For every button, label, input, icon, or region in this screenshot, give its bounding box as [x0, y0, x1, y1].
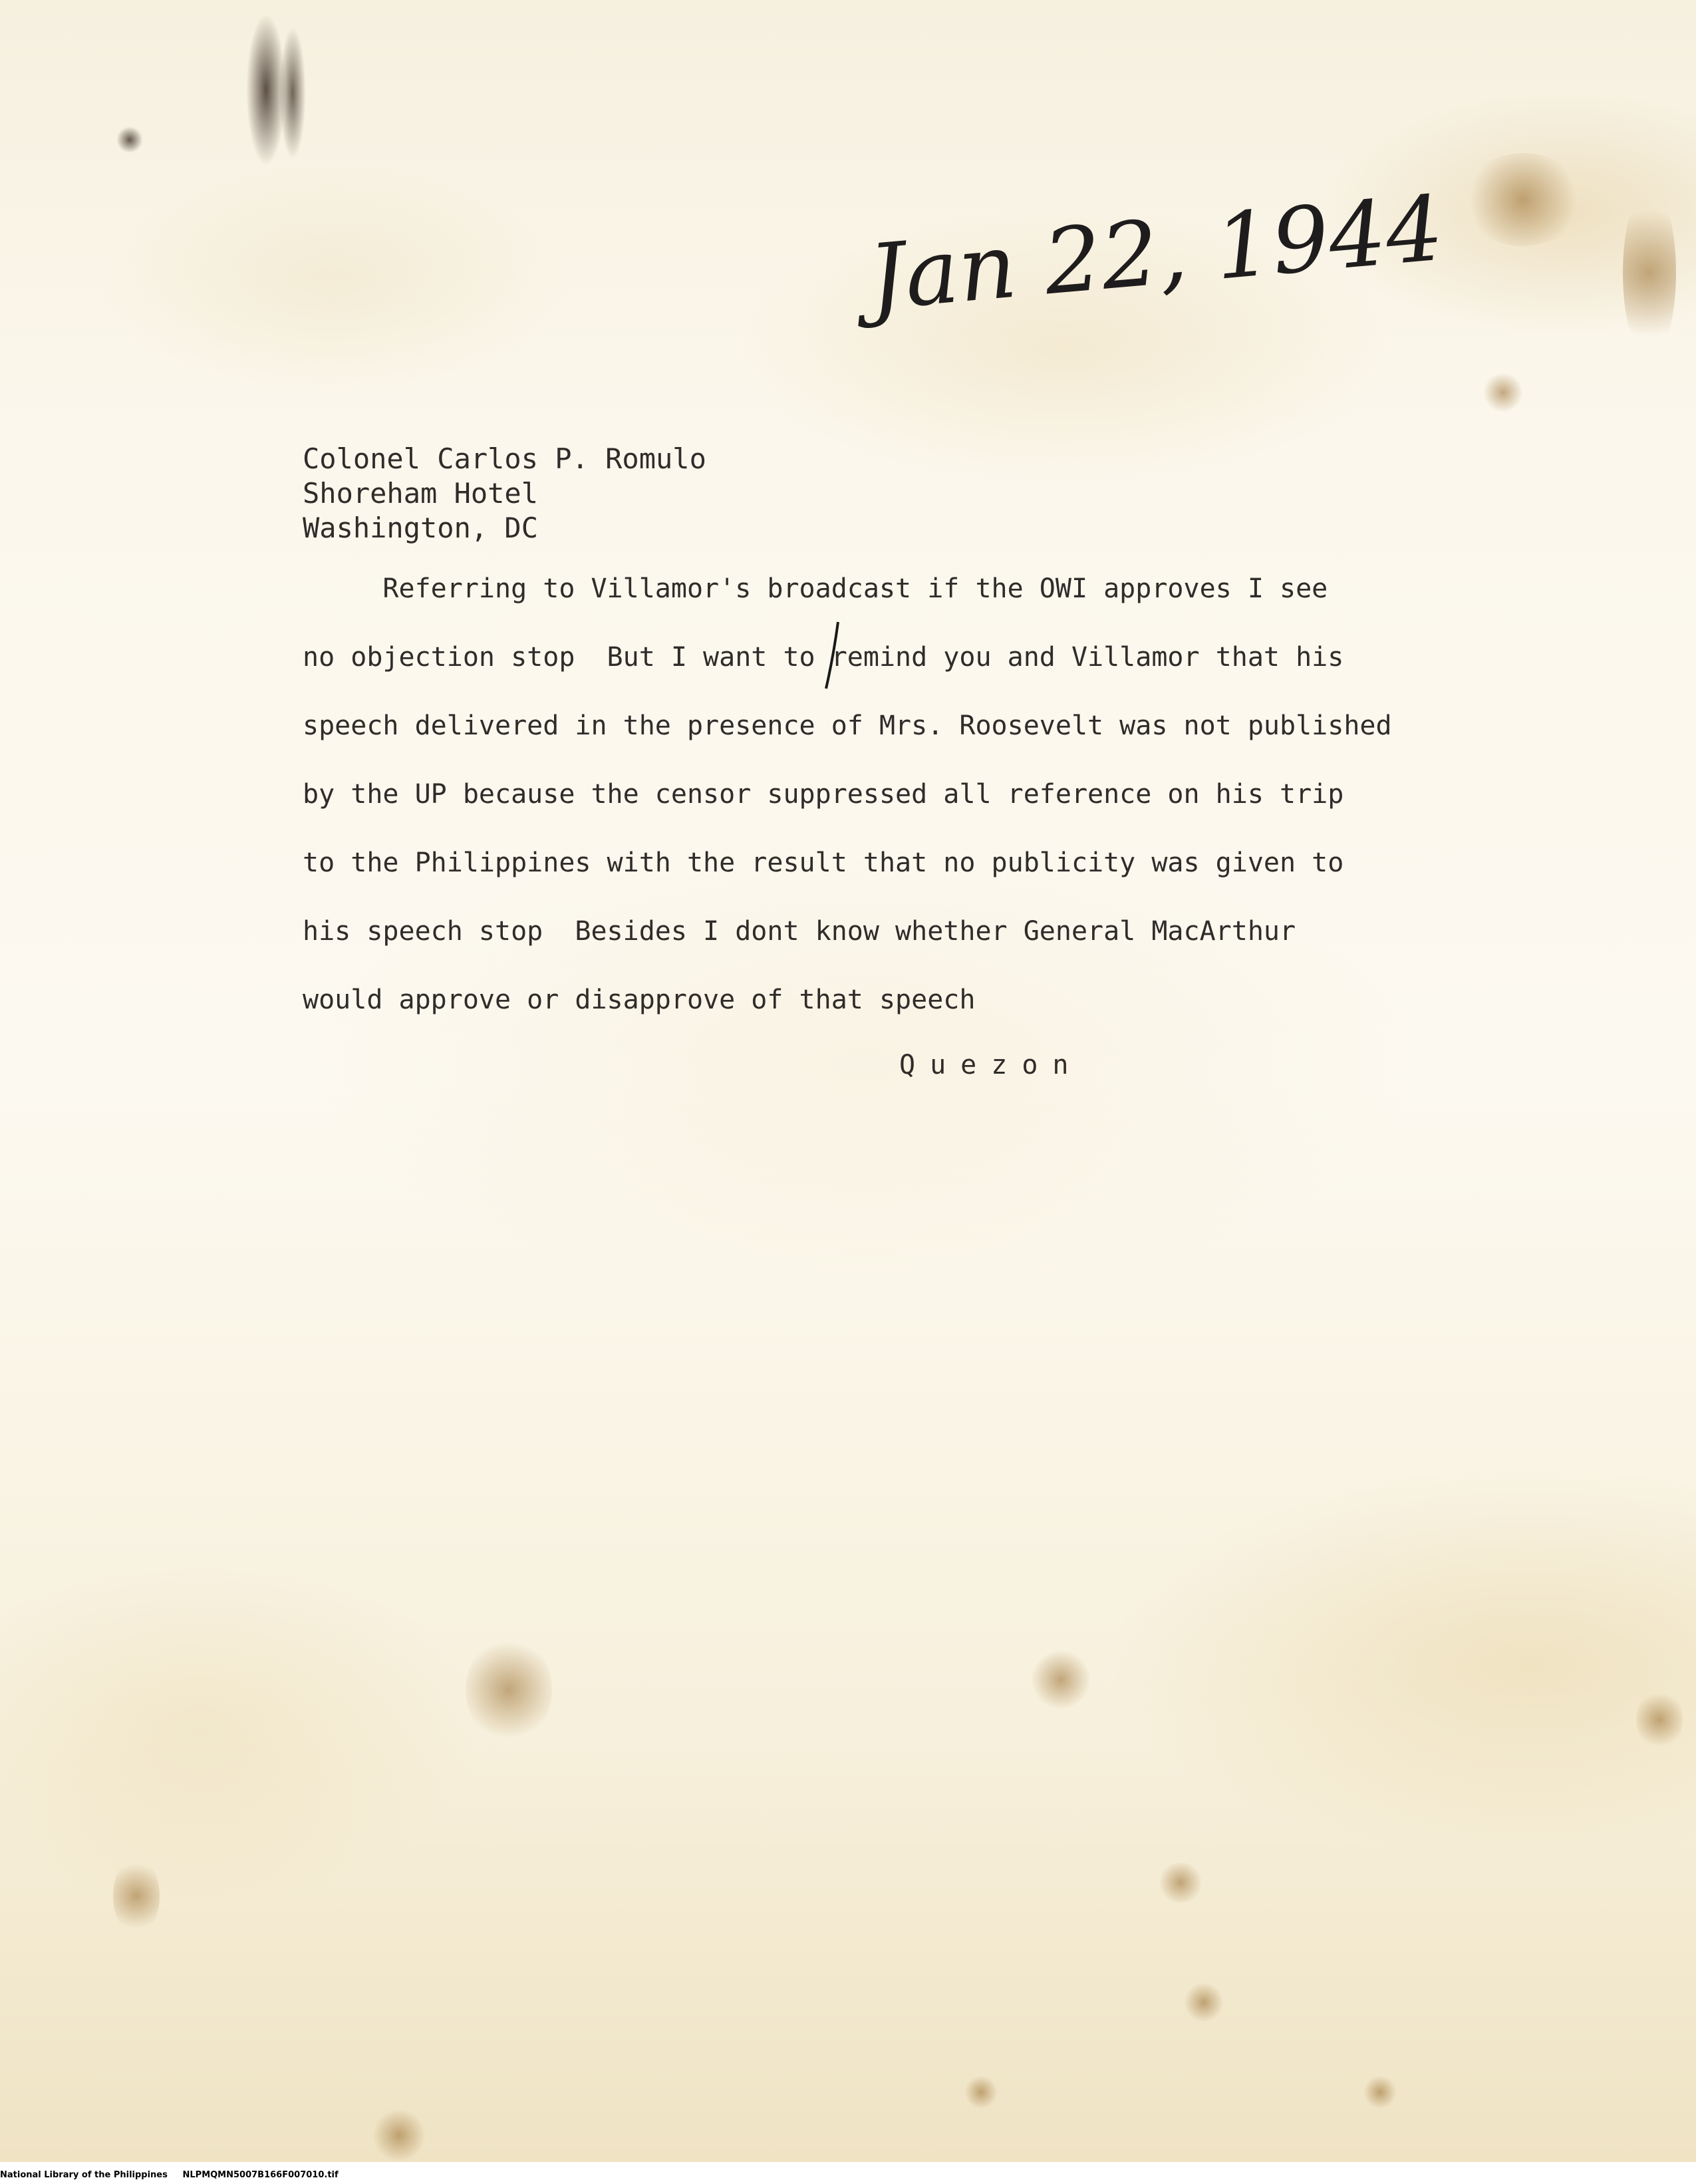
- correction-mark: [818, 619, 845, 692]
- rust-stain: [466, 1637, 552, 1743]
- rust-stain: [1363, 2076, 1397, 2109]
- rust-stain: [1463, 153, 1583, 246]
- body-line: Referring to Villamor's broadcast if the OWI approves I see: [303, 573, 1328, 604]
- body-line: speech delivered in the presence of Mrs. Roosevelt was not published: [303, 710, 1392, 741]
- ink-stain: [116, 126, 143, 153]
- rust-stain: [1636, 1690, 1683, 1750]
- rust-stain: [113, 1856, 160, 1936]
- signature: Quezon: [899, 1050, 1083, 1080]
- body-line: to the Philippines with the result that no publicity was given to: [303, 848, 1344, 878]
- rust-stain: [1623, 186, 1676, 359]
- body-line: would approve or disapprove of that speech: [303, 985, 976, 1015]
- rust-stain: [1031, 1650, 1091, 1710]
- rust-stain: [1184, 1982, 1224, 2022]
- address-line-city: Washington, DC: [303, 512, 539, 544]
- rust-stain: [1483, 373, 1523, 412]
- handwritten-date: Jan 22, 1944: [865, 176, 1448, 331]
- address-line-recipient: Colonel Carlos P. Romulo: [303, 442, 706, 475]
- footer-file-id: NLPMQMN5007B166F007010.tif: [182, 2170, 339, 2180]
- body-line: his speech stop Besides I dont know whether General MacArthur: [303, 916, 1296, 947]
- ink-stain: [279, 27, 306, 160]
- footer-source: National Library of the Philippines: [0, 2170, 168, 2180]
- address-line-hotel: Shoreham Hotel: [303, 477, 539, 510]
- body-line: by the UP because the censor suppressed all reference on his trip: [303, 779, 1344, 810]
- rust-stain: [1157, 1863, 1204, 1903]
- rust-stain: [372, 2109, 426, 2162]
- rust-stain: [964, 2076, 998, 2109]
- body-line: no objection stop But I want to remind you and Villamor that his: [303, 642, 1344, 673]
- scan-footer: [0, 2170, 339, 2180]
